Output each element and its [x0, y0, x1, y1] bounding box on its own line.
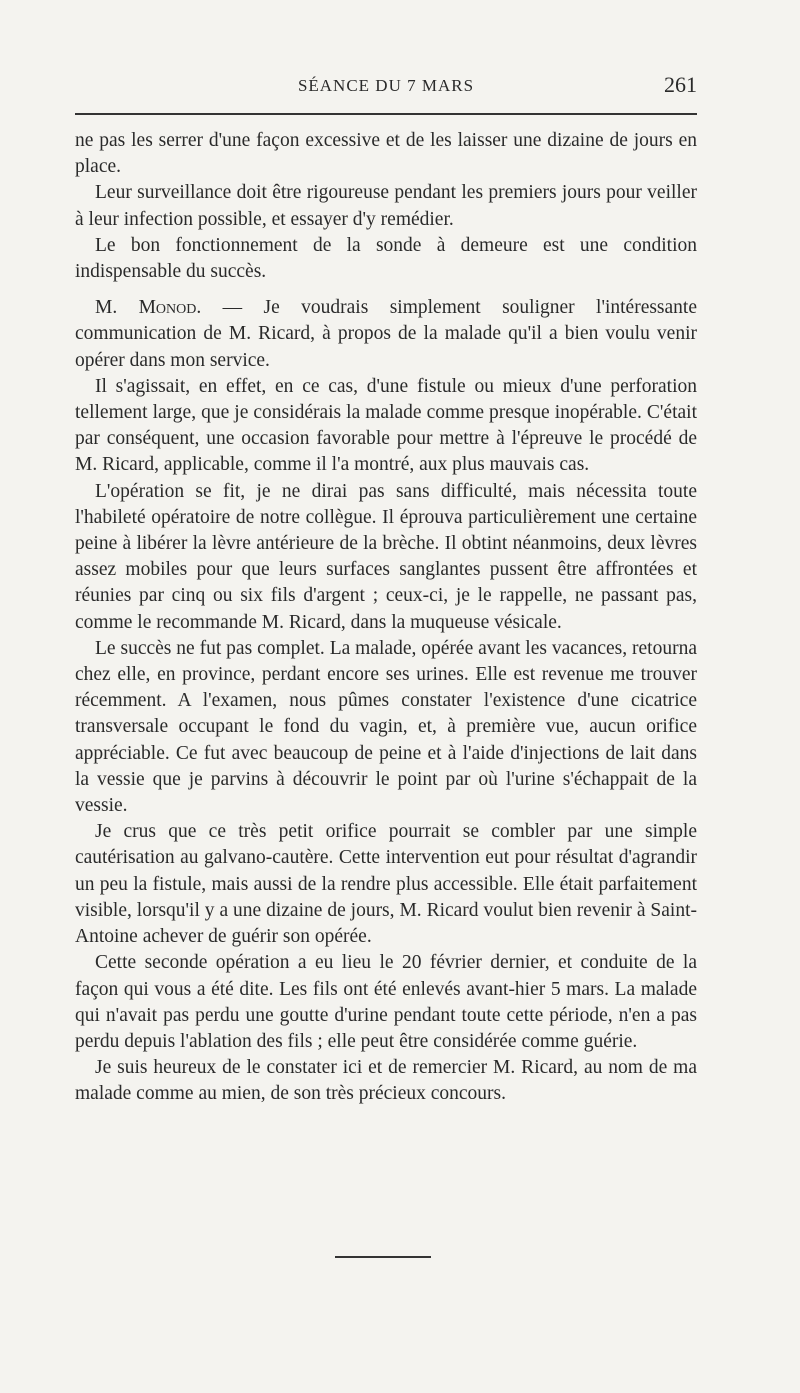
speaker-name: M. Monod.: [95, 297, 202, 319]
paragraph: Leur surveillance doit être rigoureuse pendant les premiers jours pour veiller à leur infection possible, et essayer d'y remédier.: [75, 182, 697, 230]
paragraph: Je suis heureux de le constater ici et de remercier M. Ricard, au nom de ma malade comme au mien, de son très précieux concours.: [75, 1057, 697, 1105]
running-head-title: SÉANCE DU 7 MARS: [297, 76, 475, 95]
paragraph: Cette seconde opération a eu lieu le 20 février dernier, et conduite de la façon qui vous a été dite. Les fils ont été enlevés avant-hier 5 mars. La malade qui n'avait pas perdu une goutte d'urine pendant toute cette période, n'en a pas perdu depuis l'ablation des fils ; elle peut être considérée comme guérie.: [75, 952, 697, 1052]
paragraph: Je crus que ce très petit orifice pourrait se combler par une simple cautérisation au galvano-cautère. Cette intervention eut pour résultat d'agrandir un peu la fistule, mais aussi de la rendre plus accessible. Elle était parfaitement visible, lorsqu'il y a une dizaine de jours, M. Ricard voulut bien revenir à Saint-Antoine achever de guérir son opérée.: [75, 821, 697, 948]
page-number: 261: [664, 72, 697, 97]
speaker-paragraph: [75, 295, 697, 374]
paragraph: Il s'agissait, en effet, en ce cas, d'une fistule ou mieux d'une perforation tellement large, que je considérais la malade comme presque inopérable. C'était par conséquent, une occasion favorable pour mettre à l'épreuve le procédé de M. Ricard, applicable, comme il l'a montré, aux plus mauvais cas.: [75, 375, 697, 476]
paragraph: Le bon fonctionnement de la sonde à demeure est une condition indispensable du succès.: [75, 234, 697, 283]
end-rule: [335, 1256, 431, 1258]
paragraph: L'opération se fit, je ne dirai pas sans difficulté, mais nécessita toute l'habileté opératoire de notre collègue. Il éprouva particulièrement une certaine peine à libérer la lèvre antérieure de la brèche. Il obtint néanmoins, deux lèvres assez mobiles pour que leurs surfaces sanglantes pussent être affrontées et réunies par cinq ou six fils d'argent ; ceux-ci, je le rappelle, ne passant pas, comme le recommande M. Ricard, dans la muqueuse vésicale.: [75, 480, 697, 633]
header-rule: [75, 113, 697, 115]
paragraph: Le succès ne fut pas complet. La malade, opérée avant les vacances, retourna chez elle, en province, perdant encore ses urines. Elle est revenue me trouver récemment. A l'examen, nous pûmes constater l'existence d'une cicatrice transversale occupant le fond du vagin, et, à première vue, aucun orifice appréciable. Ce fut avec beaucoup de peine et à l'aide d'injections de lait dans la vessie que je parvins à découvrir le point par où l'urine s'échappait de la vessie.: [75, 637, 697, 817]
running-header: [75, 70, 697, 104]
paragraph: ne pas les serrer d'une façon excessive et de les laisser une dizaine de jours en place.: [75, 130, 697, 178]
body-text: [75, 128, 697, 1108]
speech-text: — Je voudrais simplement souligner l'intéressante communication de M. Ricard, à propos de la malade qu'il a bien voulu venir opérer dans mon service.: [75, 297, 698, 371]
